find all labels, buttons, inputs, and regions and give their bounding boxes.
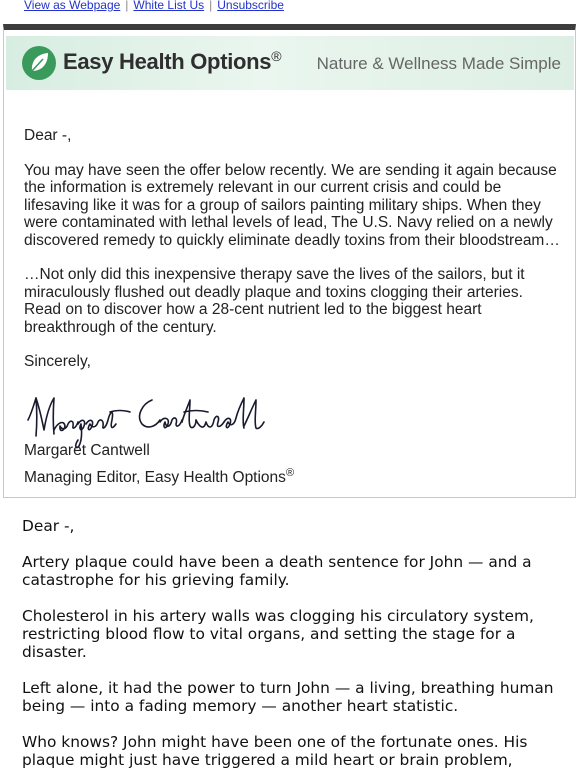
body-paragraph: Left alone, it had the power to turn John — a living, breathing human being — into a fading memory — another heart statistic.	[22, 679, 554, 715]
unsubscribe-link[interactable]: Unsubscribe	[217, 0, 284, 12]
brand-banner	[6, 36, 574, 90]
registered-mark: ®	[271, 48, 282, 64]
body-paragraph: Cholesterol in his artery walls was clogging his circulatory system, restricting blood flow to vital organs, and setting the stage for a disaster.	[22, 607, 534, 661]
leaf-icon	[21, 45, 57, 81]
brand-tagline: Nature & Wellness Made Simple	[316, 54, 561, 73]
brand-logo-text	[63, 48, 281, 75]
letter-paragraph: You may have seen the offer below recently. We are sending it again because the information is extremely relevant in our current crisis and could be lifesaving like it was for a group of sailors painting military ships. When they were contaminated with lethal levels of lead, The U.S. Navy relied on a newly discovered remedy to quickly eliminate deadly toxins from their bloodstream…	[24, 161, 560, 249]
editor-letter-card	[3, 24, 576, 498]
white-list-link[interactable]: White List Us	[133, 0, 205, 12]
link-separator: |	[209, 0, 213, 12]
body-paragraph: Who knows? John might have been one of the fortunate ones. His plaque might just have triggered a mild heart or brain problem,	[22, 733, 528, 769]
body-paragraph: Artery plaque could have been a death sentence for John — and a catastrophe for his grieving family.	[22, 553, 532, 589]
letter-closing: Sincerely,	[24, 353, 91, 370]
view-as-webpage-link[interactable]: View as Webpage	[24, 0, 121, 12]
editor-letter	[24, 127, 564, 371]
signature-title: Managing Editor, Easy Health Options	[24, 469, 286, 487]
registered-mark: ®	[285, 467, 295, 479]
letter-greeting: Dear -,	[24, 127, 72, 144]
link-separator: |	[125, 0, 129, 12]
header-links	[24, 0, 284, 13]
signature-block	[24, 440, 294, 489]
letter-paragraph: …Not only did this inexpensive therapy save the lives of the sailors, but it miraculously flushed out deadly plaque and toxins clogging their arteries. Read on to discover how a 28-cent nutrient led to the biggest heart breakthrough of the century.	[24, 266, 525, 336]
signature-title-line	[24, 462, 294, 489]
body-greeting: Dear -,	[22, 517, 75, 535]
brand-name: Easy Health Options	[63, 49, 272, 74]
signature-name: Margaret Cantwell	[24, 442, 150, 459]
email-body	[22, 517, 572, 769]
